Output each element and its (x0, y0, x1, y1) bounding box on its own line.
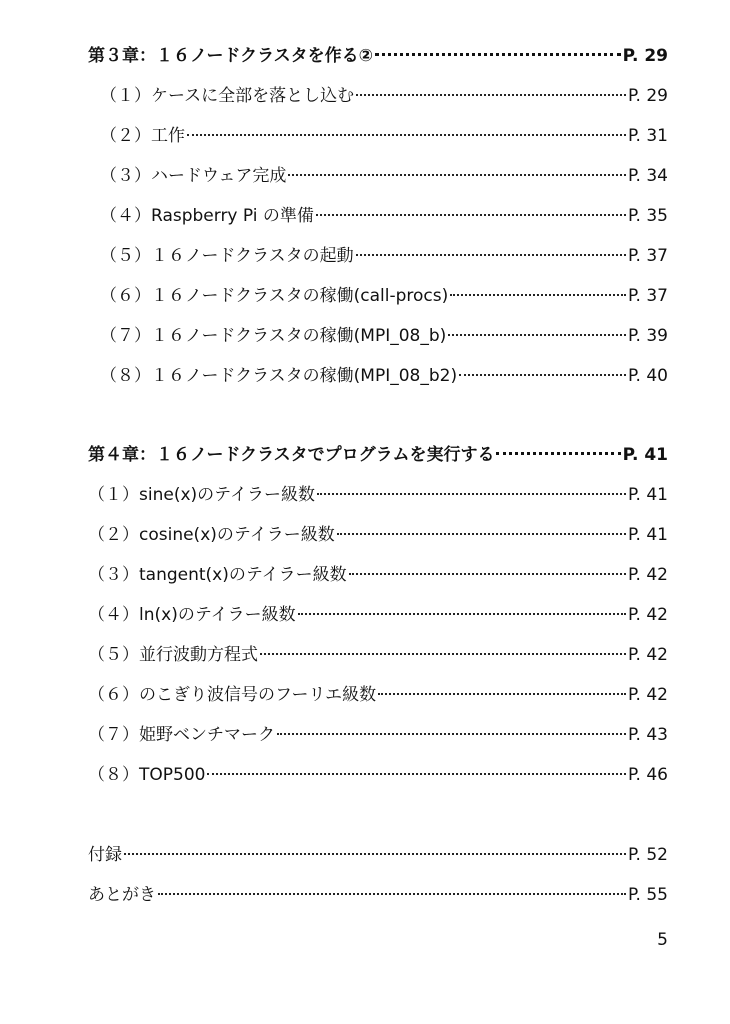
entry-title: （２）cosine(x)のテイラー級数 (88, 525, 335, 545)
entry-page: P. 42 (627, 685, 668, 705)
toc-entry (100, 162, 668, 190)
entry-page: P. 35 (627, 206, 668, 226)
entry-title: （７）姫野ベンチマーク (88, 725, 275, 745)
entry-title: （１）sine(x)のテイラー級数 (88, 485, 315, 505)
entry-page: P. 42 (627, 605, 668, 625)
entry-page: P. 42 (627, 645, 668, 665)
entry-page: P. 52 (627, 845, 668, 865)
entry-title: （１）ケースに全部を落とし込む (100, 86, 355, 106)
entry-title: （８）１６ノードクラスタの稼働(MPI_08_b2) (100, 366, 458, 386)
chapter-4-heading (88, 441, 668, 469)
entry-title: 付録 (88, 845, 122, 865)
entry-page: P. 41 (627, 485, 668, 505)
toc-entry (88, 641, 668, 669)
entry-title: （３）ハードウェア完成 (100, 166, 287, 186)
leader-dots (356, 254, 626, 256)
entry-title: （４）ln(x)のテイラー級数 (88, 605, 296, 625)
page-number: 5 (657, 930, 668, 950)
leader-dots (450, 294, 626, 296)
chapter-title: 第４章：１６ノードクラスタでプログラムを実行する (88, 445, 495, 465)
leader-dots (187, 134, 626, 136)
leader-dots (317, 493, 626, 495)
chapter-title: 第３章：１６ノードクラスタを作る② (88, 46, 374, 66)
leader-dots (288, 174, 626, 176)
entry-page: P. 34 (627, 166, 668, 186)
leader-dots (349, 573, 626, 575)
toc-entry (100, 282, 668, 310)
entry-page: P. 43 (627, 725, 668, 745)
toc-entry (100, 202, 668, 230)
appendix-entry (88, 841, 668, 869)
toc-entry (100, 362, 668, 390)
toc-entry (88, 681, 668, 709)
toc-entry (100, 242, 668, 270)
entry-title: （５）１６ノードクラスタの起動 (100, 246, 354, 266)
entry-title: （７）１６ノードクラスタの稼働(MPI_08_b) (100, 326, 447, 346)
toc-entry (88, 481, 668, 509)
leader-dots (260, 653, 626, 655)
entry-title: （６）のこぎり波信号のフーリエ級数 (88, 685, 377, 705)
entry-title: （８）TOP500 (88, 765, 206, 785)
leader-dots (316, 214, 626, 216)
entry-page: P. 37 (627, 286, 668, 306)
chapter-page: P. 41 (622, 445, 668, 465)
leader-dots (298, 613, 626, 615)
leader-dots (337, 533, 626, 535)
entry-title: （２）工作 (100, 126, 185, 146)
leader-dots (356, 94, 626, 96)
toc-entry (100, 122, 668, 150)
entry-title: （５）並行波動方程式 (88, 645, 258, 665)
leader-dots (496, 452, 620, 455)
leader-dots (124, 853, 626, 855)
leader-dots (207, 773, 625, 775)
toc-entry (100, 82, 668, 110)
chapter-3-heading (88, 42, 668, 70)
toc-entry (88, 721, 668, 749)
entry-page: P. 31 (627, 126, 668, 146)
chapter-page: P. 29 (622, 46, 668, 66)
entry-page: P. 40 (627, 366, 668, 386)
leader-dots (448, 334, 626, 336)
leader-dots (375, 53, 621, 56)
entry-title: （４）Raspberry Pi の準備 (100, 206, 314, 226)
leader-dots (378, 693, 626, 695)
entry-page: P. 41 (627, 525, 668, 545)
toc-entry (88, 601, 668, 629)
leader-dots (158, 893, 626, 895)
toc-entry (88, 561, 668, 589)
toc-entry (88, 761, 668, 789)
entry-page: P. 29 (627, 86, 668, 106)
toc-entry (100, 322, 668, 350)
leader-dots (459, 374, 626, 376)
entry-page: P. 46 (627, 765, 668, 785)
afterword-entry (88, 881, 668, 909)
entry-title: あとがき (88, 885, 156, 905)
entry-title: （６）１６ノードクラスタの稼働(call-procs) (100, 286, 449, 306)
leader-dots (277, 733, 626, 735)
toc-entry (88, 521, 668, 549)
entry-page: P. 39 (627, 326, 668, 346)
entry-title: （３）tangent(x)のテイラー級数 (88, 565, 347, 585)
entry-page: P. 42 (627, 565, 668, 585)
entry-page: P. 37 (627, 246, 668, 266)
entry-page: P. 55 (627, 885, 668, 905)
